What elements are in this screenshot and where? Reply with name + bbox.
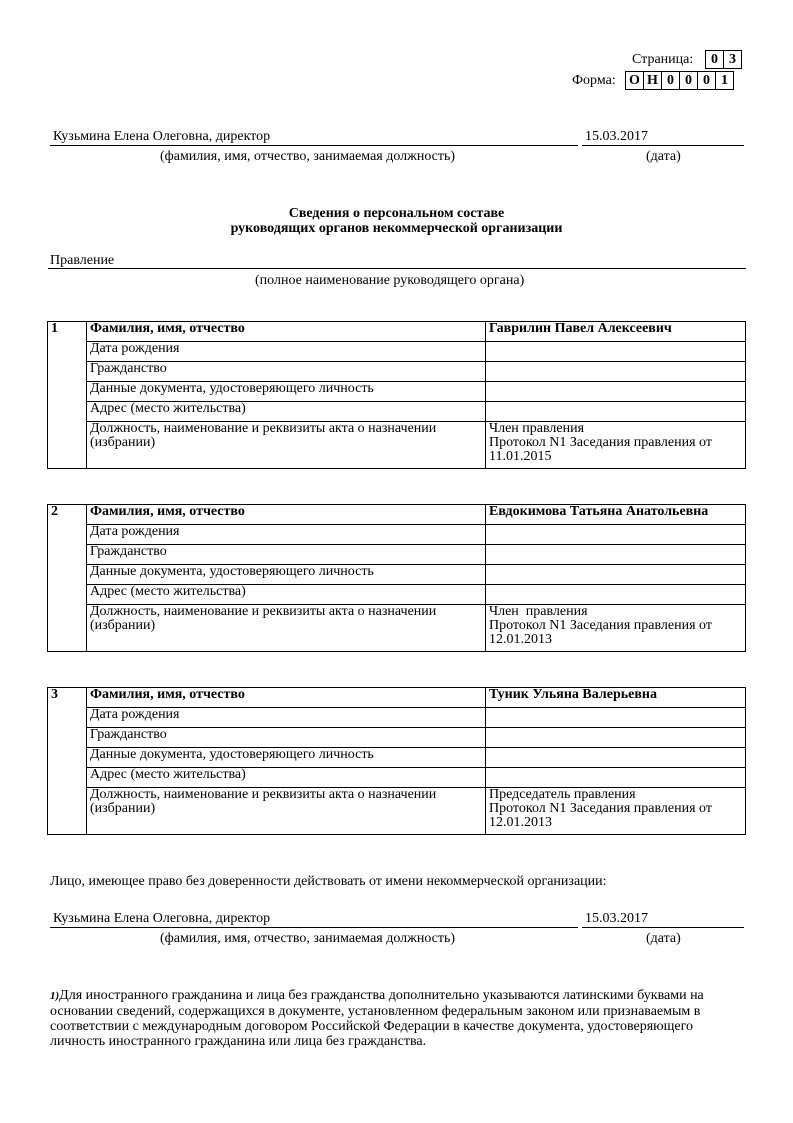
person-document	[486, 382, 746, 402]
footnote-text: Для иностранного гражданина и лица без гражданства дополнительно указываются латинскими буквами на основании сведений, содержащихся в документе, установленном федеральным законом или признаваемым в соответствии с международным договором Российской Федерации в качестве документа, удостоверяющего личность иностранного гражданина или лица без гражданства.	[50, 988, 704, 1049]
field-label-position: Должность, наименование и реквизиты акта о назначении (избрании)	[87, 605, 486, 652]
form-code-char: 0	[697, 71, 716, 90]
field-label-document: Данные документа, удостоверяющего личность	[87, 565, 486, 585]
field-label-birth: Дата рождения	[87, 525, 486, 545]
form-code-char: 0	[679, 71, 698, 90]
person-position-title: Председатель правления	[489, 787, 636, 802]
form-code-char: Н	[643, 71, 662, 90]
person-birth	[486, 342, 746, 362]
field-label-fio: Фамилия, имя, отчество	[87, 688, 486, 708]
person-position-act: Протокол N1 Заседания правления от 11.01.2015	[489, 435, 712, 464]
person-position-act: Протокол N1 Заседания правления от 12.01.2013	[489, 618, 712, 647]
signer-name-line	[50, 145, 578, 146]
person-fio: Туник Ульяна Валерьевна	[486, 688, 746, 708]
person-position	[486, 422, 746, 469]
field-label-address: Адрес (место жительства)	[87, 402, 486, 422]
authorized-person-text: Лицо, имеющее право без доверенности действовать от имени некоммерческой организации:	[50, 874, 607, 889]
authorized-name-caption: (фамилия, имя, отчество, занимаемая должность)	[160, 931, 456, 946]
form-code-char: О	[625, 71, 644, 90]
person-citizenship	[486, 545, 746, 565]
person-birth	[486, 525, 746, 545]
authorized-date: 15.03.2017	[585, 911, 648, 926]
organ-name-line	[48, 268, 746, 269]
document-title-line1: Сведения о персональном составе	[288, 206, 505, 221]
field-label-document: Данные документа, удостоверяющего личность	[87, 382, 486, 402]
person-citizenship	[486, 728, 746, 748]
field-label-address: Адрес (место жительства)	[87, 768, 486, 788]
field-label-birth: Дата рождения	[87, 708, 486, 728]
field-label-position: Должность, наименование и реквизиты акта о назначении (избрании)	[87, 788, 486, 835]
person-document	[486, 565, 746, 585]
field-label-fio: Фамилия, имя, отчество	[87, 322, 486, 342]
person-position	[486, 605, 746, 652]
signer-date-line	[582, 145, 744, 146]
field-label-document: Данные документа, удостоверяющего личность	[87, 748, 486, 768]
person-number: 2	[48, 505, 87, 652]
field-label-citizenship: Гражданство	[87, 545, 486, 565]
person-address	[486, 768, 746, 788]
person-birth	[486, 708, 746, 728]
field-label-position: Должность, наименование и реквизиты акта о назначении (избрании)	[87, 422, 486, 469]
person-table	[47, 504, 746, 652]
form-code-char: 1	[715, 71, 734, 90]
person-document	[486, 748, 746, 768]
person-table	[47, 321, 746, 469]
field-label-address: Адрес (место жительства)	[87, 585, 486, 605]
page-digit: 0	[705, 50, 724, 69]
authorized-name-line	[50, 927, 578, 928]
person-fio: Евдокимова Татьяна Анатольевна	[486, 505, 746, 525]
person-number: 3	[48, 688, 87, 835]
organ-name: Правление	[50, 253, 115, 268]
person-address	[486, 585, 746, 605]
person-position-title: Член правления	[489, 421, 585, 436]
document-title-line2: руководящих органов некоммерческой организации	[230, 221, 563, 236]
organ-caption: (полное наименование руководящего органа)	[255, 273, 525, 288]
person-table	[47, 687, 746, 835]
field-label-citizenship: Гражданство	[87, 362, 486, 382]
authorized-date-caption: (дата)	[646, 931, 681, 946]
person-number: 1	[48, 322, 87, 469]
page-number-box	[705, 50, 742, 69]
person-fio: Гаврилин Павел Алексеевич	[486, 322, 746, 342]
person-address	[486, 402, 746, 422]
signer-name-caption: (фамилия, имя, отчество, занимаемая должность)	[160, 149, 456, 164]
footnote	[50, 988, 750, 1049]
field-label-citizenship: Гражданство	[87, 728, 486, 748]
field-label-fio: Фамилия, имя, отчество	[87, 505, 486, 525]
signer-date: 15.03.2017	[585, 129, 648, 144]
person-citizenship	[486, 362, 746, 382]
footnote-mark: 1)	[50, 990, 60, 1002]
person-position-act: Протокол N1 Заседания правления от 12.01.2013	[489, 801, 712, 830]
signer-date-caption: (дата)	[646, 149, 681, 164]
page-digit: 3	[723, 50, 742, 69]
form-code-char: 0	[661, 71, 680, 90]
person-position	[486, 788, 746, 835]
form-label: Форма:	[572, 73, 616, 88]
page-label: Страница:	[632, 52, 694, 67]
form-code-box	[625, 71, 734, 90]
authorized-date-line	[582, 927, 744, 928]
field-label-birth: Дата рождения	[87, 342, 486, 362]
signer-name: Кузьмина Елена Олеговна, директор	[53, 129, 271, 144]
authorized-name: Кузьмина Елена Олеговна, директор	[53, 911, 271, 926]
person-position-title: Член правления	[489, 604, 588, 619]
